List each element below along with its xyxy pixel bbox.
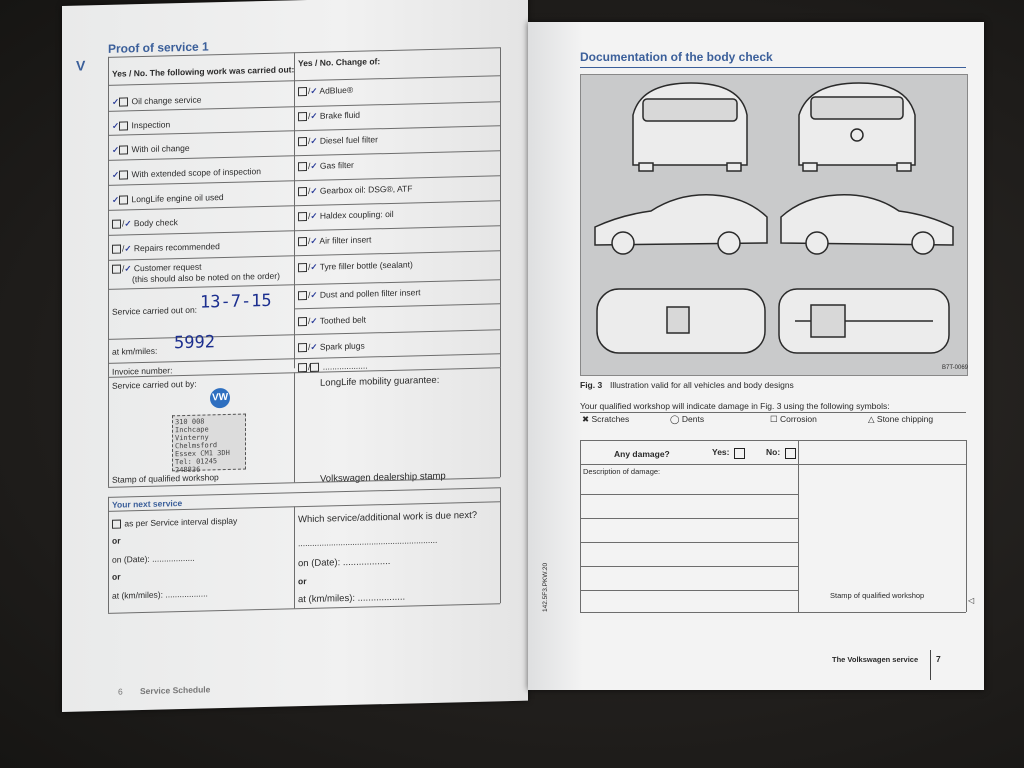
change-spark-plugs: /✓ Spark plugs [298, 341, 365, 354]
next-right-3: or [298, 576, 307, 587]
damage-no-checkbox[interactable] [785, 448, 796, 459]
symbol-stone-chipping: △ Stone chipping [868, 414, 934, 424]
guarantee-label: LongLife mobility guarantee: [320, 374, 440, 389]
item-repairs-recommended: /✓ Repairs recommended [112, 241, 220, 255]
item-with-oil-change: ✓ With oil change [112, 142, 190, 155]
next-left-0: as per Service interval display [112, 516, 237, 529]
change-gas-filter: /✓ Gas filter [298, 160, 354, 172]
proof-title: Proof of service 1 [108, 39, 209, 56]
next-left-3: or [112, 571, 121, 582]
left-page-number: 6 [118, 686, 123, 697]
tab-letter: V [76, 57, 86, 74]
vw-logo-icon: VW [210, 388, 230, 408]
service-date-value: 13-7-15 [200, 290, 272, 313]
item-extended-inspection: ✓ With extended scope of inspection [112, 166, 261, 180]
symbol-dents: ◯ Dents [670, 414, 705, 424]
fig-code: B7T-0069 [942, 365, 969, 371]
change-adblue: /✓ AdBlue® [298, 85, 353, 97]
left-footer: Service Schedule [140, 684, 211, 697]
item-customer-request-note: (this should also be noted on the order) [132, 270, 280, 285]
change-toothed-belt: /✓ Toothed belt [298, 315, 366, 328]
change-tyre-filler: /✓ Tyre filler bottle (sealant) [298, 259, 413, 273]
change-pollen-filter: /✓ Dust and pollen filter insert [298, 287, 421, 301]
change-haldex: /✓ Haldex coupling: oil [298, 209, 394, 222]
damage-yes-checkbox[interactable] [734, 448, 745, 459]
invoice-label: Invoice number: [112, 365, 173, 377]
description-label: Description of damage: [583, 467, 661, 476]
dealer-stamp-label: Volkswagen dealership stamp [320, 470, 446, 485]
car-diagram [580, 74, 968, 376]
next-service-title: Your next service [112, 498, 183, 510]
col2-header: Yes / No. Change of: [298, 56, 381, 69]
item-inspection: ✓ Inspection [112, 119, 171, 131]
change-other: / ................... [298, 361, 368, 373]
next-right-2: on (Date): .................. [298, 555, 391, 570]
next-right-1: ........................................................... [298, 534, 438, 549]
fig-caption-bold: Fig. 3 [580, 380, 603, 390]
item-customer-request: /✓ Customer request [112, 262, 201, 275]
change-diesel-filter: /✓ Diesel fuel filter [298, 134, 378, 147]
side-code: 142.5F3.PKW.20 [542, 562, 549, 612]
km-value: 5992 [174, 332, 215, 354]
km-label: at km/miles: [112, 345, 158, 357]
right-page [528, 22, 984, 690]
body-check-title: Documentation of the body check [580, 50, 773, 64]
right-stamp-label: Stamp of qualified workshop [830, 591, 925, 600]
instruction: Your qualified workshop will indicate damage in Fig. 3 using the following symbols: [580, 401, 890, 411]
stamp-workshop-label: Stamp of qualified workshop [112, 472, 219, 485]
carried-by-label: Service carried out by: [112, 378, 197, 391]
right-page-number: 7 [936, 654, 941, 664]
item-body-check: /✓ Body check [112, 217, 178, 230]
symbol-corrosion: ☐ Corrosion [770, 414, 817, 424]
car-outlines-icon [581, 75, 967, 375]
change-brake-fluid: /✓ Brake fluid [298, 110, 360, 123]
any-damage-label: Any damage? [614, 449, 670, 459]
fig-caption: Illustration valid for all vehicles and body designs [610, 380, 794, 390]
corner-triangle-icon: ◁ [968, 596, 975, 605]
workshop-stamp: 310 008 Inchcape Vinterny Chelmsford Essex CM1 3DH Tel: 01245 248836 [172, 414, 246, 472]
damage-yes-label: Yes: [712, 447, 730, 457]
service-date-label: Service carried out on: [112, 304, 198, 317]
next-left-1: or [112, 535, 121, 546]
item-oil-change-service: ✓ Oil change service [112, 94, 202, 107]
change-gearbox-oil: /✓ Gearbox oil: DSG®, ATF [298, 183, 412, 197]
right-footer: The Volkswagen service [832, 655, 919, 664]
next-left-2: on (Date): .................. [112, 552, 195, 565]
change-air-filter: /✓ Air filter insert [298, 234, 371, 247]
next-left-4: at (km/miles): .................. [112, 588, 208, 601]
symbol-scratches: ✖ Scratches [582, 414, 630, 424]
next-right-0: Which service/additional work is due next? [298, 509, 478, 526]
col1-header: Yes / No. The following work was carried out: [112, 64, 295, 79]
left-page [62, 0, 528, 712]
item-longlife-oil: ✓ LongLife engine oil used [112, 192, 224, 205]
next-right-4: at (km/miles): .................. [298, 591, 406, 606]
damage-no-label: No: [766, 447, 781, 457]
